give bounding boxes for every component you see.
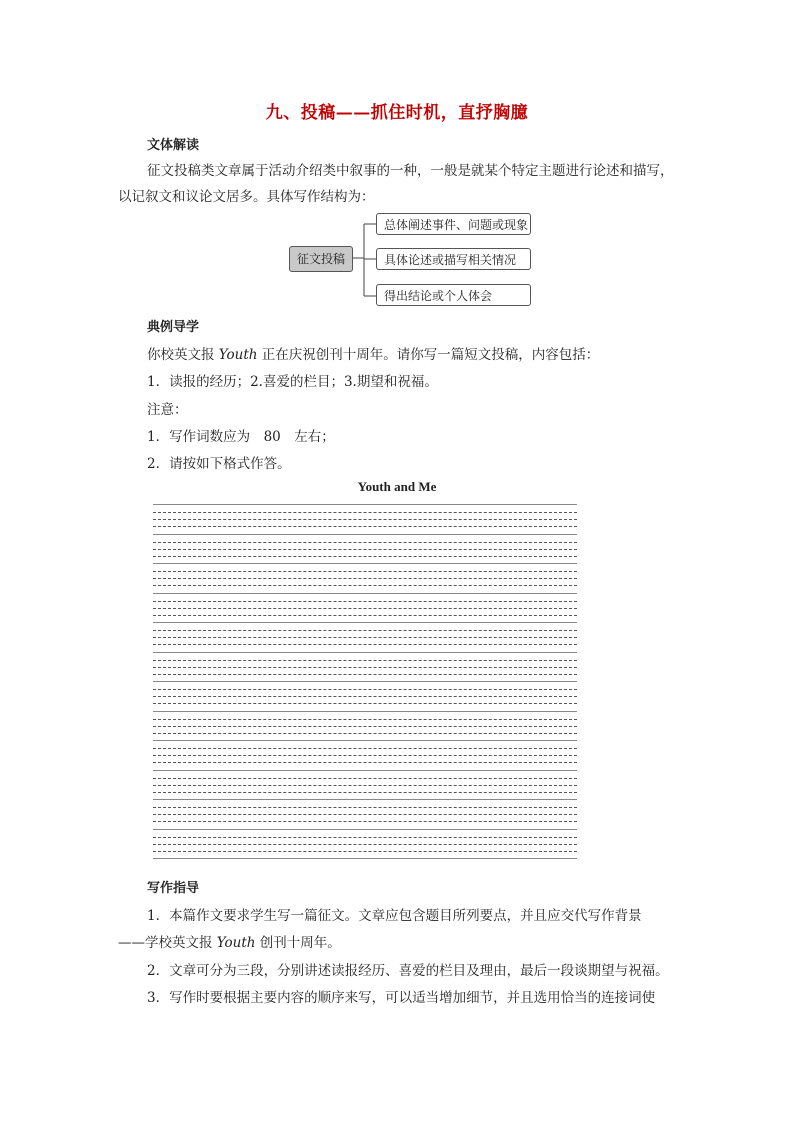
writing-line-dashed [153,512,577,513]
writing-line-dashed [153,762,577,763]
writing-line-dashed [153,667,577,668]
section-heading-genre: 文体解读 [147,138,200,153]
writing-line-dashed [153,733,577,734]
writing-line-solid [153,799,577,800]
writing-line-dashed [153,674,577,675]
writing-line-dashed [153,837,577,838]
writing-line-solid [153,534,577,535]
writing-line-dashed [153,519,577,520]
writing-line-dashed [153,689,577,690]
writing-line-dashed [153,578,577,579]
genre-paragraph: 征文投稿类文章属于活动介绍类中叙事的一种，一般是就某个特定主题进行论述和描写，以记叙文和议论文居多。具体写作结构为： [118,163,674,205]
writing-line-solid [153,652,577,653]
writing-line-dashed [153,748,577,749]
writing-line-dashed [153,703,577,704]
writing-line-dashed [153,821,577,822]
writing-line-solid [153,740,577,741]
writing-line-dashed [153,851,577,852]
writing-line-dashed [153,696,577,697]
writing-line-dashed [153,755,577,756]
writing-line-dashed [153,630,577,631]
writing-line-solid [153,622,577,623]
answer-writing-area[interactable] [153,504,577,864]
writing-line-dashed [153,637,577,638]
section-heading-guide: 写作指导 [147,881,200,896]
writing-line-solid [153,711,577,712]
writing-line-dashed [153,814,577,815]
task-prompt-pre: 你校英文报 [147,347,219,363]
writing-line-solid [153,593,577,594]
answer-title: Youth and Me [357,479,437,494]
writing-line-dashed [153,644,577,645]
writing-line-dashed [153,660,577,661]
guide-item-1b [118,931,341,951]
writing-line-dashed [153,785,577,786]
guide-item-1b-pre: ——学校英文报 [118,935,217,951]
writing-line-dashed [153,615,577,616]
diagram-node-2: 具体论述或描写相关情况 [376,248,531,270]
writing-line-dashed [153,726,577,727]
task-prompt [147,343,599,363]
writing-line-dashed [153,844,577,845]
writing-line-dashed [153,585,577,586]
writing-line-solid [153,829,577,830]
writing-line-dashed [153,556,577,557]
writing-line-solid [153,681,577,682]
task-prompt-em: Youth [218,347,258,363]
guide-item-1b-post: 创刊十周年。 [255,935,341,951]
guide-item-1b-em: Youth [216,935,256,951]
writing-line-solid [153,504,577,505]
task-prompt-post: 正在庆祝创刊十周年。请你写一篇短文投稿，内容包括： [257,347,600,363]
page-title: 九、投稿——抓住时机，直抒胸臆 [265,103,529,123]
writing-line-dashed [153,542,577,543]
structure-diagram [286,213,536,309]
note-1: 1．写作词数应为 80 左右； [147,429,335,445]
guide-item-3: 3．写作时要根据主要内容的顺序来写，可以适当增加细节，并且选用恰当的连接词使 [147,990,656,1006]
diagram-node-3: 得出结论或个人体会 [376,284,531,306]
writing-line-solid [153,563,577,564]
writing-line-dashed [153,549,577,550]
note-2: 2．请按如下格式作答。 [147,456,291,472]
writing-line-dashed [153,601,577,602]
diagram-root: 征文投稿 [289,246,353,272]
task-content-items: 1．读报的经历；2.喜爱的栏目；3.期望和祝福。 [147,374,438,390]
writing-line-dashed [153,608,577,609]
writing-line-dashed [153,792,577,793]
diagram-node-1: 总体阐述事件、问题或现象 [376,213,531,235]
writing-line-solid [153,770,577,771]
writing-line-solid [153,858,577,859]
writing-line-dashed [153,526,577,527]
writing-line-dashed [153,719,577,720]
note-label: 注意： [147,402,188,418]
guide-item-1a: 1．本篇作文要求学生写一篇征文。文章应包含题目所列要点，并且应交代写作背景 [147,908,642,924]
guide-item-2: 2．文章可分为三段，分别讲述读报经历、喜爱的栏目及理由，最后一段谈期望与祝福。 [147,963,669,979]
writing-line-dashed [153,778,577,779]
section-heading-example: 典例导学 [147,320,200,335]
writing-line-dashed [153,571,577,572]
writing-line-dashed [153,807,577,808]
